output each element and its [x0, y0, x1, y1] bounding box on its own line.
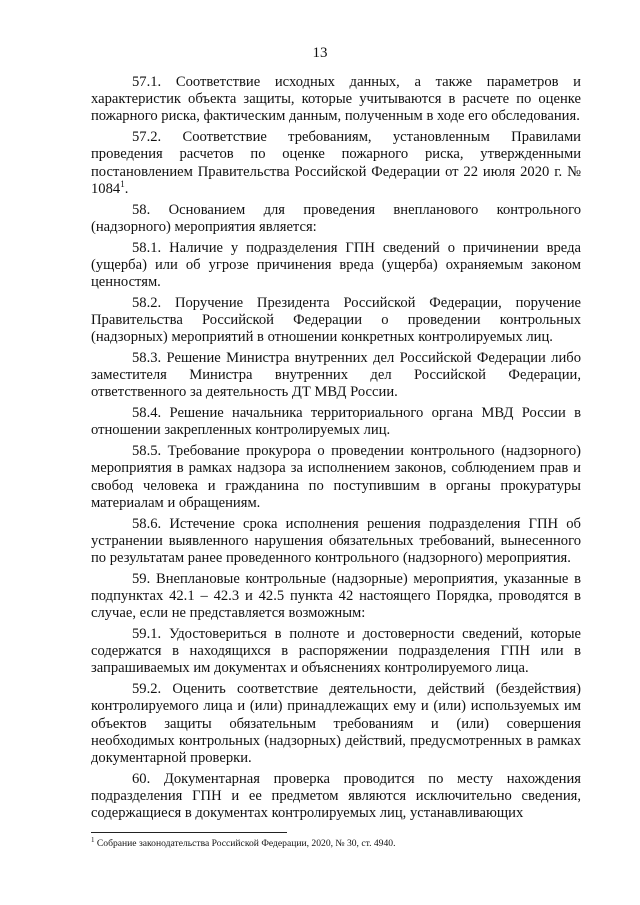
- paragraph-text: 58.5. Требование прокурора о проведении контрольного (надзорного) мероприятия в рамках надзора за исполнением законов, соблюдением прав и свобод человека и гражданина по поступившим в органы прокуратуры материалам и обращениям.: [91, 443, 581, 511]
- document-body: [91, 74, 581, 822]
- paragraph-text: 58.2. Поручение Президента Российской Федерации, поручение Правительства Российской Федерации о проведении контрольных (надзорных) мероприятий в отношении конкретных контролируемых лиц.: [91, 294, 581, 346]
- paragraph-58-6: [91, 516, 581, 568]
- footnote-divider: [91, 832, 287, 833]
- paragraph-60: [91, 771, 581, 823]
- footnote: [91, 835, 581, 850]
- paragraph-text: 57.1. Соответствие исходных данных, а также параметров и характеристик объекта защиты, которые учитываются в расчете по оценке пожарного риска, фактическим данным, полученным в ходе его обследования.: [91, 74, 581, 125]
- paragraph-58-3: [91, 350, 581, 402]
- paragraph-text: 58.1. Наличие у подразделения ГПН сведений о причинении вреда (ущерба) или об угрозе причинения вреда (ущерба) охраняемым законом ценностям.: [91, 239, 581, 291]
- paragraph-58-2: [91, 295, 581, 347]
- paragraph-59-1: [91, 626, 581, 678]
- paragraph-text: 59.1. Удостовериться в полноте и достоверности сведений, которые содержатся в находящихся в распоряжении подразделения ГПН или в запрашиваемых им документах и объяснениях контролируемого лица.: [91, 626, 581, 677]
- footnote-reference: 1: [120, 178, 125, 189]
- paragraph-58-1: [91, 240, 581, 292]
- paragraph-text: 58. Основанием для проведения внепланового контрольного (надзорного) мероприятия является:: [91, 201, 581, 235]
- paragraph-58: [91, 202, 581, 236]
- paragraph-text: 58.3. Решение Министра внутренних дел Российской Федерации либо заместителя Министра внутренних дел Российской Федерации, ответственного за деятельность ДТ МВД России.: [91, 350, 581, 401]
- paragraph-57-1: [91, 74, 581, 126]
- footnote-marker: 1: [91, 835, 95, 844]
- paragraph-58-4: [91, 405, 581, 439]
- paragraph-text: 59. Внеплановые контрольные (надзорные) мероприятия, указанные в подпунктах 42.1 – 42.3 и 42.5 пункта 42 настоящего Порядка, проводятся в случае, если не представляется возможным:: [91, 570, 581, 622]
- footnote-text: Собрание законодательства Российской Федерации, 2020, № 30, ст. 4940.: [94, 838, 396, 849]
- paragraph-text: 59.2. Оценить соответствие деятельности, действий (бездействия) контролируемого лица и (или) принадлежащих ему и (или) используемых им объектов защиты обязательным требованиям и (или) совершения необходимых контрольных (надзорных) действий, предусмотренных в рамках документарной проверки.: [91, 681, 581, 767]
- paragraph-59: [91, 571, 581, 623]
- paragraph-text-end: .: [124, 180, 129, 197]
- paragraph-57-2: [91, 129, 581, 198]
- paragraph-text: 57.2. Соответствие требованиям, установленным Правилами проведения расчетов по оценке пожарного риска, утвержденными постановлением Правительства Российской Федерации от 22 июля 2020 г. № 1084: [91, 129, 581, 197]
- paragraph-text: 58.6. Истечение срока исполнения решения подразделения ГПН об устранении выявленного нарушения обязательных требований, вынесенного по результатам ранее проведенного контрольного (надзорного) мероприятия.: [91, 515, 581, 567]
- paragraph-text: 58.4. Решение начальника территориального органа МВД России в отношении закрепленных контролируемых лиц.: [91, 405, 581, 439]
- paragraph-58-5: [91, 443, 581, 512]
- paragraph-text: 60. Документарная проверка проводится по месту нахождения подразделения ГПН и ее предметом являются исключительно сведения, содержащиеся в документах контролируемых лиц, устанавливающих: [91, 770, 581, 822]
- page-number: 13: [312, 45, 328, 61]
- paragraph-59-2: [91, 681, 581, 767]
